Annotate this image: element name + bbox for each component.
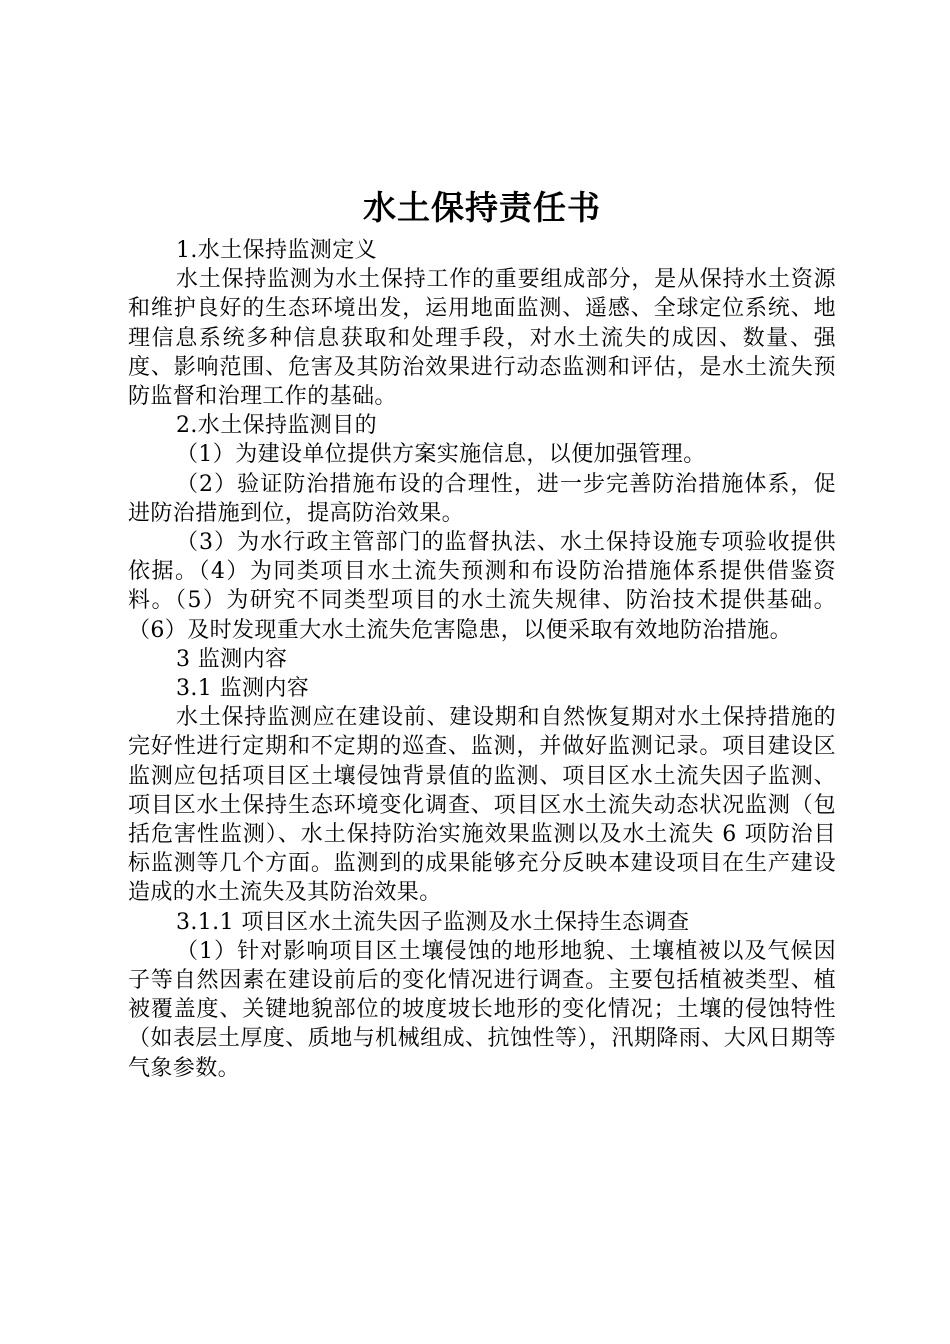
document-page [128, 180, 836, 1083]
document-title: 水土保持责任书 [363, 188, 601, 227]
section-heading-3: 3 监测内容 [176, 646, 288, 672]
section-heading-1: 1.水土保持监测定义 [176, 238, 377, 263]
section-heading-2: 2.水土保持监测目的 [176, 413, 377, 439]
paragraph-definition: 水土保持监测为水土保持工作的重要组成部分，是从保持水土资源和维护良好的生态环境出发，运用地面监测、遥感、全球定位系统、地理信息系统多种信息获取和处理手段，对水土流失的成因、数量、强度、影响范围、危害及其防治效果进行动态监测和评估，是水土流失预防监督和治理工作的基础。 [128, 267, 836, 410]
section-heading-3-1-1: 3.1.1 项目区水土流失因子监测及水土保持生态调查 [176, 909, 690, 935]
paragraph-purpose-2: （2）验证防治措施布设的合理性，进一步完善防治措施体系，促进防治措施到位，提高防治效果。 [128, 471, 836, 526]
section-heading-3-1: 3.1 监测内容 [176, 676, 310, 702]
paragraph-monitoring-content: 水土保持监测应在建设前、建设期和自然恢复期对水土保持措施的完好性进行定期和不定期的巡查、监测，并做好监测记录。项目建设区监测应包括项目区土壤侵蚀背景值的监测、项目区水土流失因子监测、项目区水土保持生态环境变化调查、项目区水土流失动态状况监测（包括危害性监测）、水土保持防治实施效果监测以及水土流失 6 项防治目标监测等几个方面。监测到的成果能够充分反映本建设项目在生产建设造成的水土流失及其防治效果。 [128, 705, 836, 906]
paragraph-factor-survey: （1）针对影响项目区土壤侵蚀的地形地貌、土壤植被以及气候因子等自然因素在建设前后的变化情况进行调查。主要包括植被类型、植被覆盖度、关键地貌部位的坡度坡长地形的变化情况；土壤的侵蚀特性（如表层土厚度、质地与机械组成、抗蚀性等），汛期降雨、大风日期等气象参数。 [128, 938, 836, 1081]
paragraph-purpose-1: （1）为建设单位提供方案实施信息，以便加强管理。 [176, 442, 706, 468]
paragraph-purpose-3: （3）为水行政主管部门的监督执法、水土保持设施专项验收提供依据。（4）为同类项目水土流失预测和布设防治措施体系提供借鉴资料。（5）为研究不同类型项目的水土流失规律、防治技术提供基础。（6）及时发现重大水土流失危害隐患，以便采取有效地防治措施。 [128, 530, 836, 643]
